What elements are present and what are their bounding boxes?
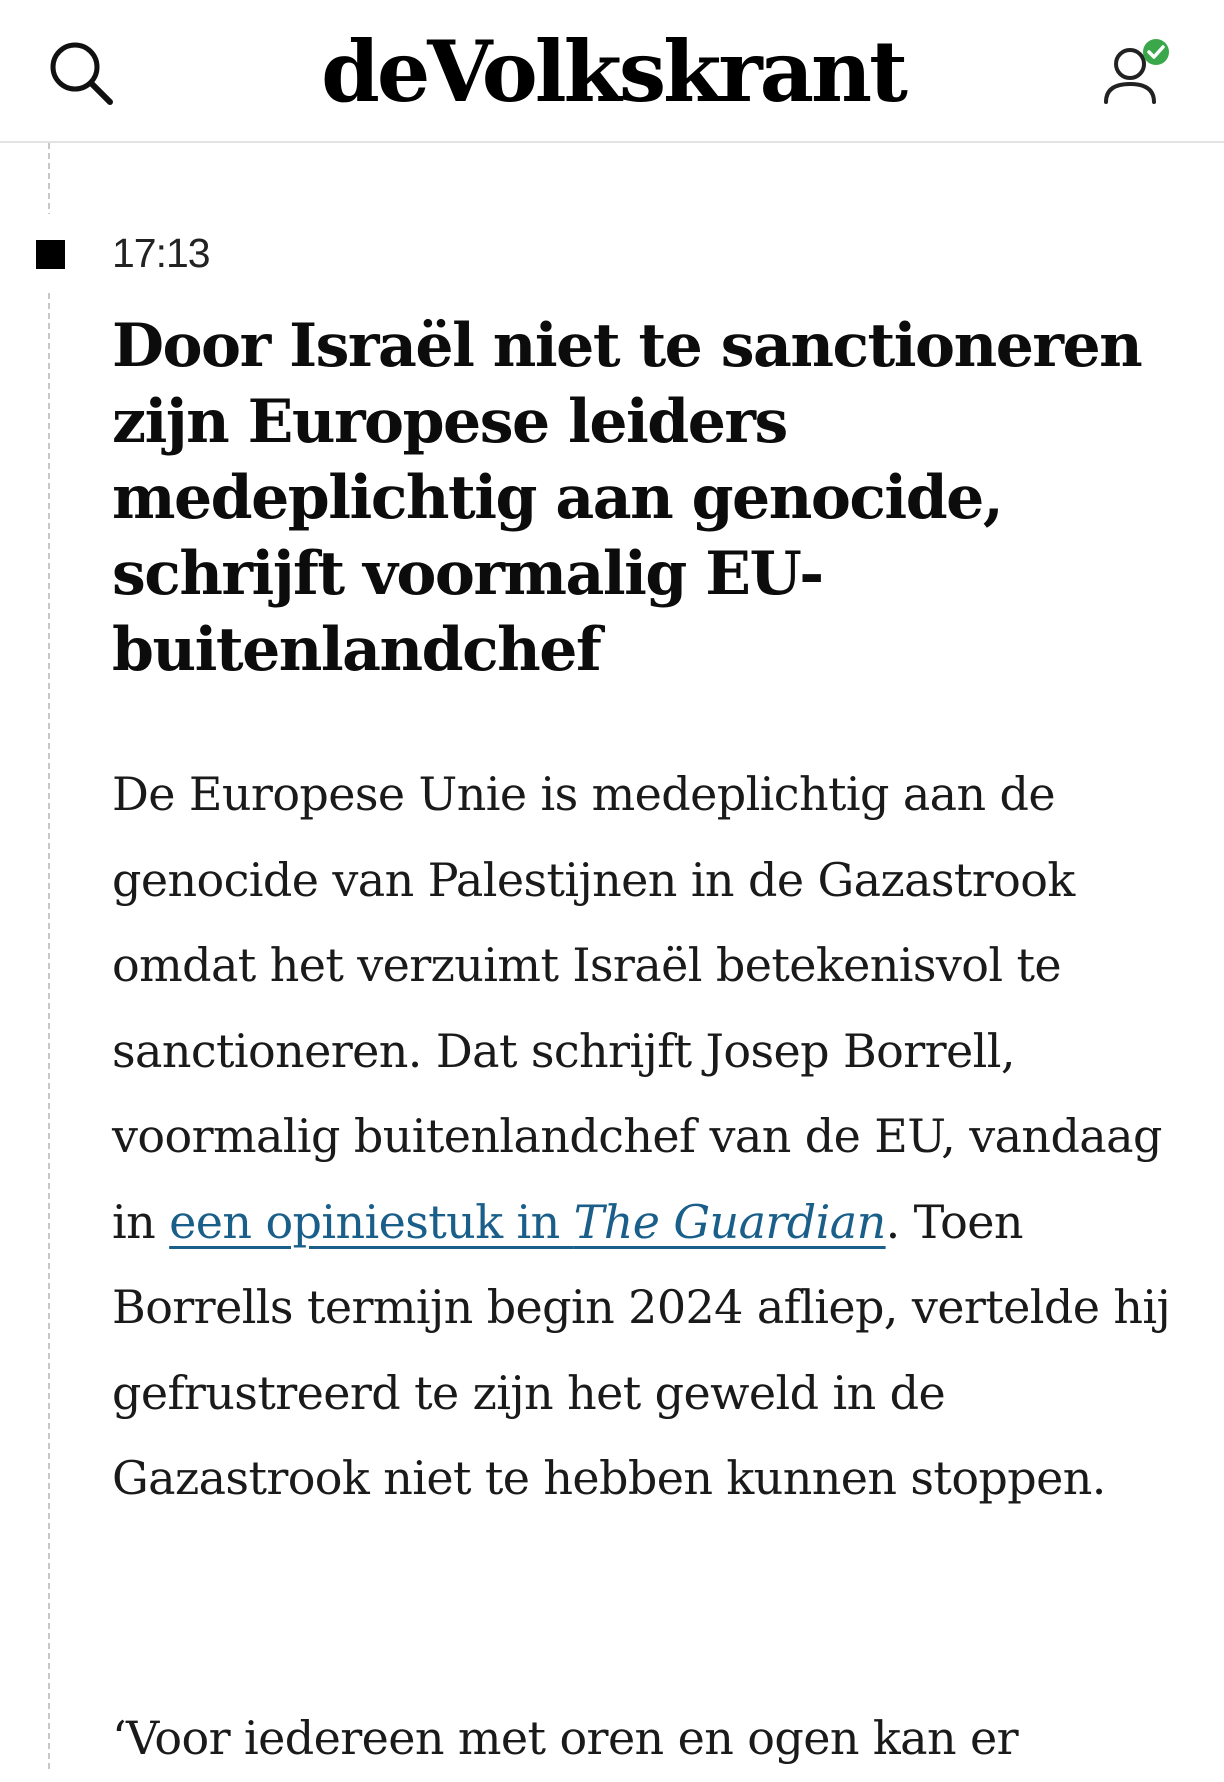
timeline-marker [36,240,65,269]
paragraph-text-continued: . Toen Borrells termijn begin 2024 afliep, vertelde hij gefrustreerd te zijn het geweld in de Gazastrook niet te hebben kunnen stoppen. [112,1194,1171,1505]
search-button[interactable] [44,36,120,112]
article-body [112,752,1202,1522]
article-paragraph [112,752,1202,1522]
article-paragraph-2: ‘Voor iedereen met oren en ogen kan er [112,1711,1019,1765]
timeline-line [48,143,50,1769]
guardian-opinion-link[interactable] [169,1195,885,1249]
link-publication: The Guardian [573,1194,886,1249]
post-time: 17:13 [112,230,210,276]
paragraph-text: De Europese Unie is medeplichtig aan de genocide van Palestijnen in de Gazastrook omdat het verzuimt Israël betekenisvol te sanctioneren. Dat schrijft Josep Borrell, voormalig buitenlandchef van de EU, vandaag in [112,767,1162,1249]
user-check-icon [1100,36,1186,112]
account-button[interactable] [1100,36,1186,112]
site-logo[interactable]: deVolkskrant [321,22,905,121]
top-bar [0,0,1224,143]
link-text: een opiniestuk in [169,1194,574,1249]
search-icon [44,36,120,112]
article-headline: Door Israël niet te sanctioneren zijn Europese leiders medeplichtig aan genocide, schrijft voormalig EU-buitenlandchef [112,311,1142,685]
